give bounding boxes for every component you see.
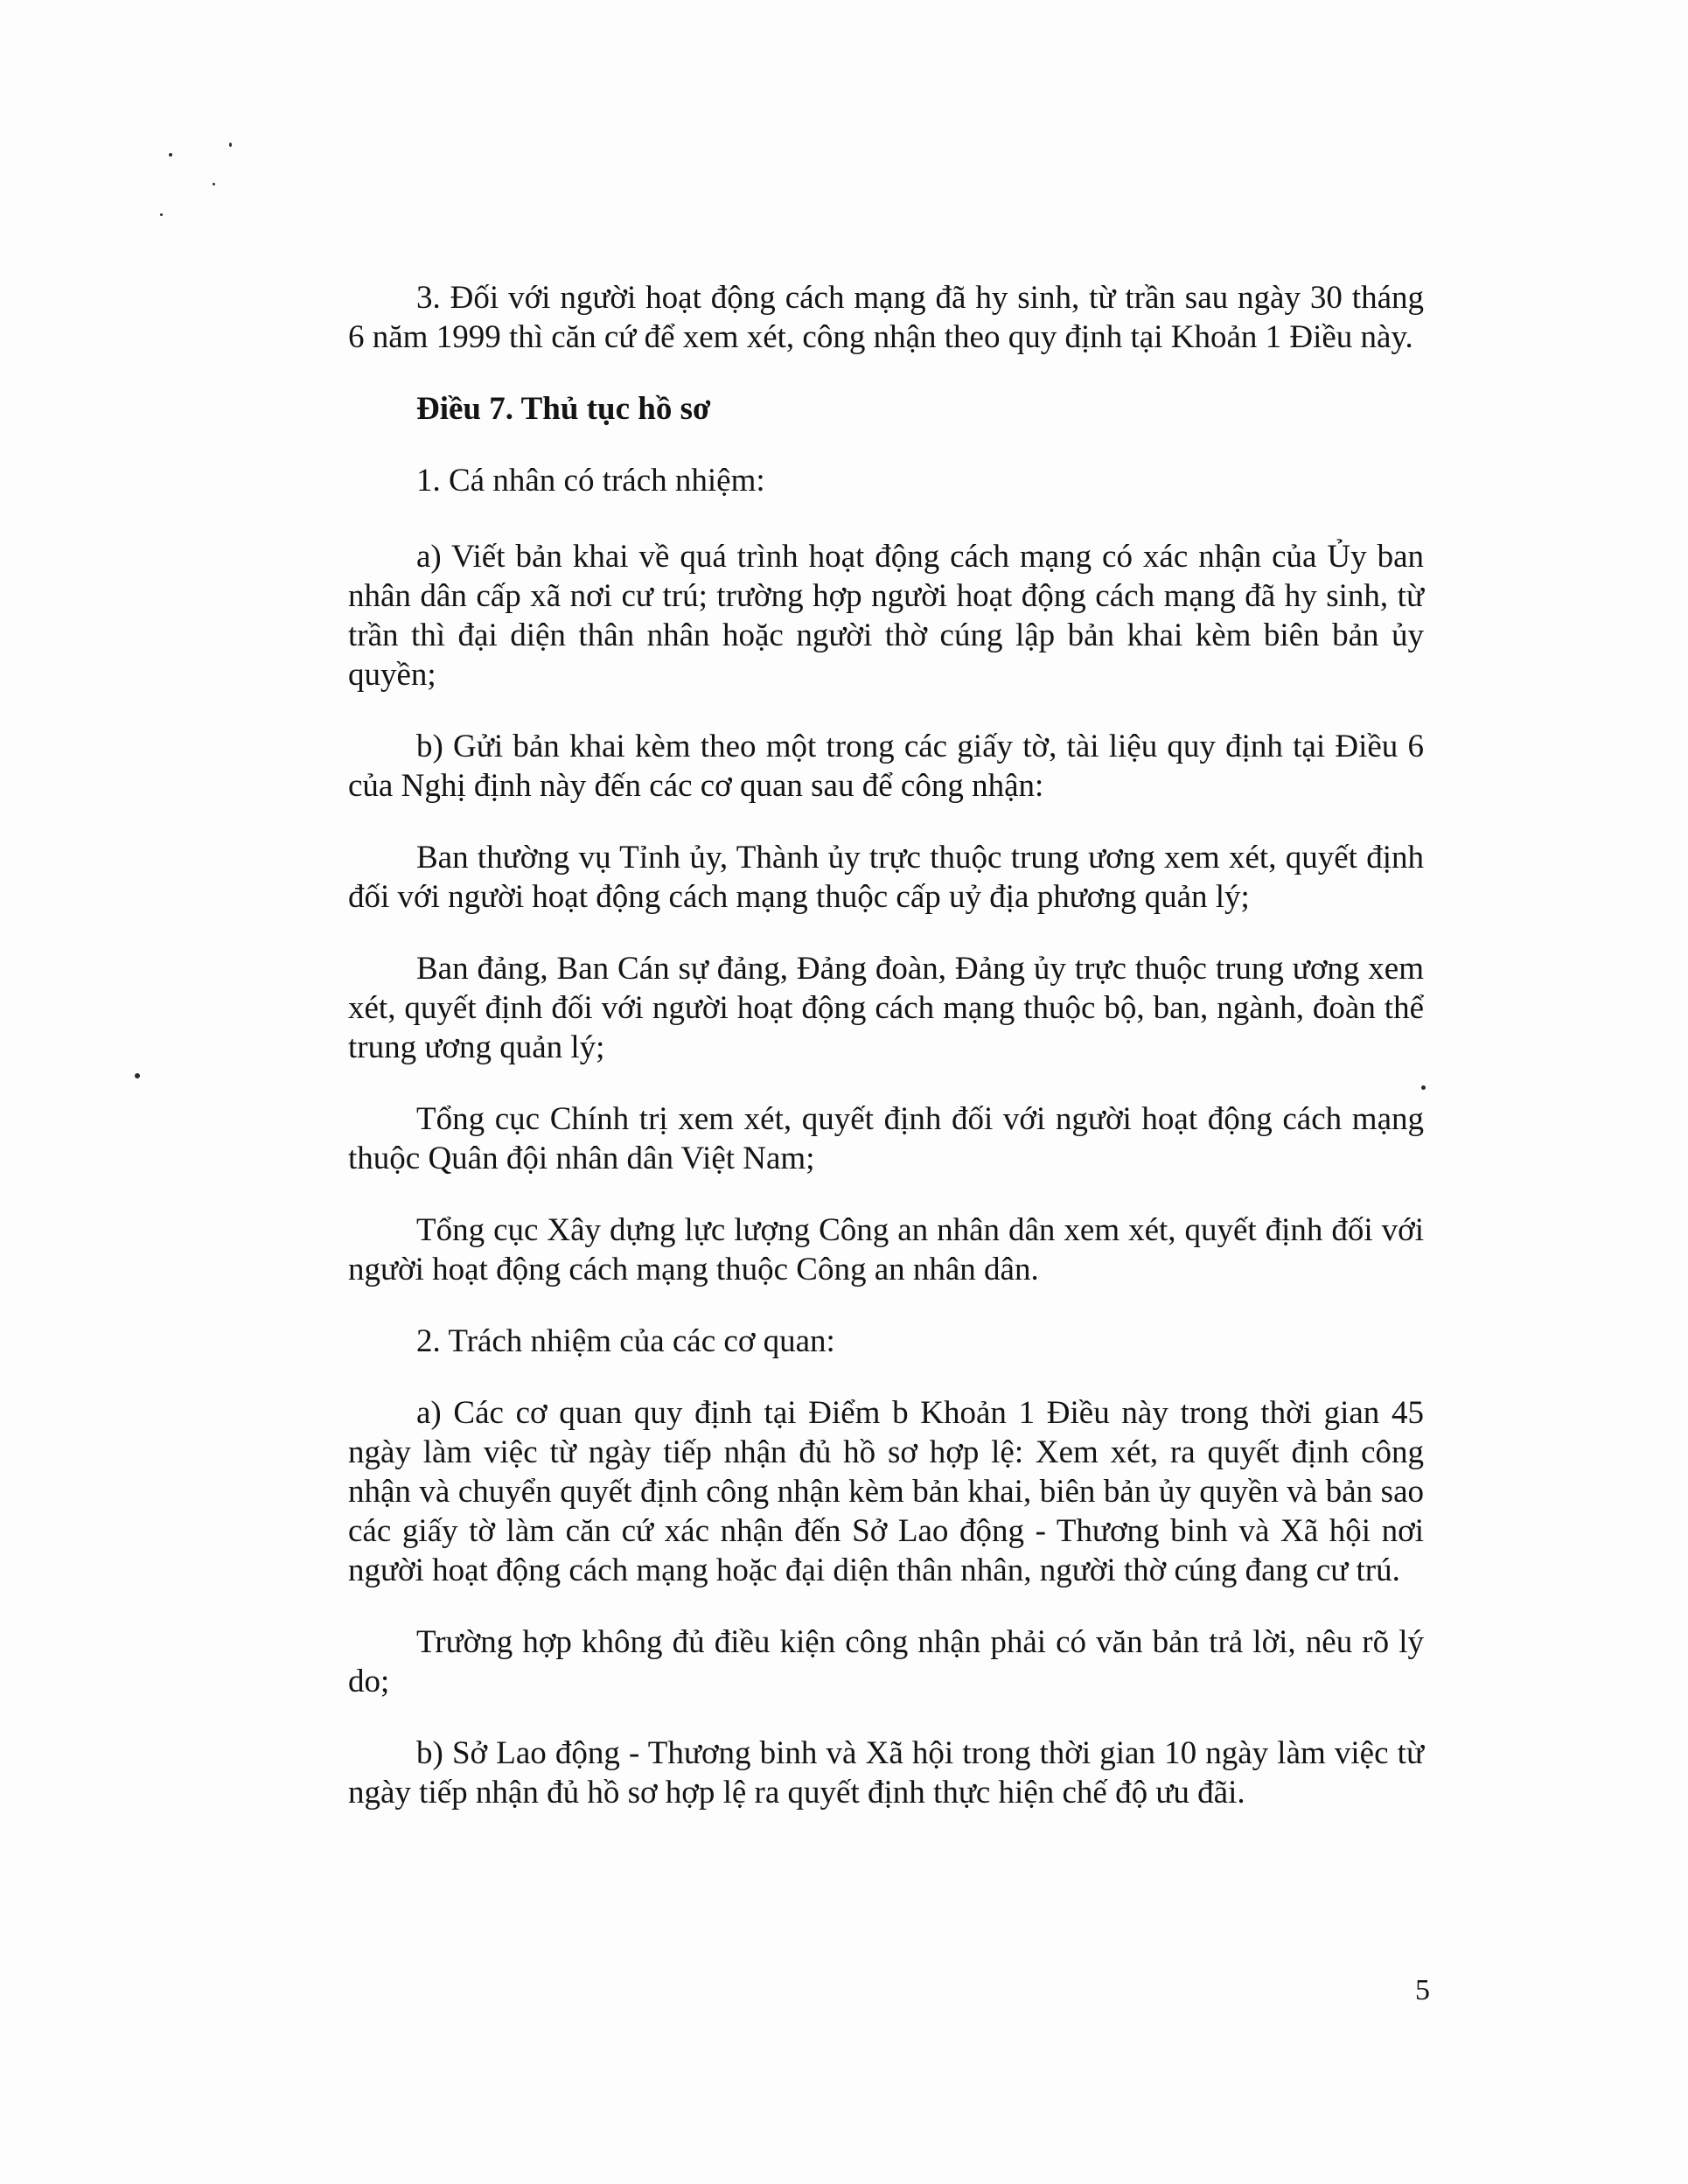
point-b-paragraph: b) Gửi bản khai kèm theo một trong các giấy tờ, tài liệu quy định tại Điều 6 của Nghị định này đến các cơ quan sau để công nhận: (348, 729, 1424, 804)
police-department-paragraph: Tổng cục Xây dựng lực lượng Công an nhân dân xem xét, quyết định đối với người hoạt động cách mạng thuộc Công an nhân dân. (348, 1212, 1424, 1287)
scan-speck (229, 143, 232, 147)
page-number: 5 (1415, 1974, 1430, 2006)
clause-2-point-b-paragraph: b) Sở Lao động - Thương binh và Xã hội trong thời gian 10 ngày làm việc từ ngày tiếp nhận đủ hồ sơ hợp lệ ra quyết định thực hiện chế độ ưu đãi. (348, 1735, 1424, 1811)
political-department-paragraph: Tổng cục Chính trị xem xét, quyết định đối với người hoạt động cách mạng thuộc Quân đội nhân dân Việt Nam; (348, 1101, 1424, 1176)
clause-1-paragraph: 1. Cá nhân có trách nhiệm: (416, 463, 765, 499)
ineligible-case-paragraph: Trường hợp không đủ điều kiện công nhận phải có văn bản trả lời, nêu rõ lý do; (348, 1624, 1424, 1699)
clause-2-paragraph: 2. Trách nhiệm của các cơ quan: (416, 1323, 835, 1359)
scan-speck (135, 1073, 140, 1078)
document-body (348, 278, 1424, 1845)
scan-speck (169, 153, 172, 157)
clause-3-paragraph: 3. Đối với người hoạt động cách mạng đã hy sinh, từ trần sau ngày 30 tháng 6 năm 1999 thì căn cứ để xem xét, công nhận theo quy định tại Khoản 1 Điều này. (348, 280, 1424, 355)
scan-speck (160, 213, 163, 216)
clause-2-point-a-paragraph: a) Các cơ quan quy định tại Điểm b Khoản 1 Điều này trong thời gian 45 ngày làm việc từ ngày tiếp nhận đủ hồ sơ hợp lệ: Xem xét, ra quyết định công nhận và chuyển quyết định công nhận kèm bản khai, biên bản ủy quyền và bản sao các giấy tờ làm căn cứ xác nhận đến Sở Lao động - Thương binh và Xã hội nơi người hoạt động cách mạng hoặc đại diện thân nhân, người thờ cúng đang cư trú. (348, 1395, 1424, 1588)
scan-speck (213, 183, 215, 185)
point-a-paragraph: a) Viết bản khai về quá trình hoạt động cách mạng có xác nhận của Ủy ban nhân dân cấp xã nơi cư trú; trường hợp người hoạt động cách mạng đã hy sinh, từ trần thì đại diện thân nhân hoặc người thờ cúng lập bản khai kèm biên bản ủy quyền; (348, 539, 1424, 693)
central-party-paragraph: Ban đảng, Ban Cán sự đảng, Đảng đoàn, Đảng ủy trực thuộc trung ương xem xét, quyết định đối với người hoạt động cách mạng thuộc bộ, ban, ngành, đoàn thể trung ương quản lý; (348, 951, 1424, 1065)
article-7-heading: Điều 7. Thủ tục hồ sơ (416, 391, 711, 427)
provincial-committee-paragraph: Ban thường vụ Tỉnh ủy, Thành ủy trực thuộc trung ương xem xét, quyết định đối với người hoạt động cách mạng thuộc cấp uỷ địa phương quản lý; (348, 840, 1424, 915)
